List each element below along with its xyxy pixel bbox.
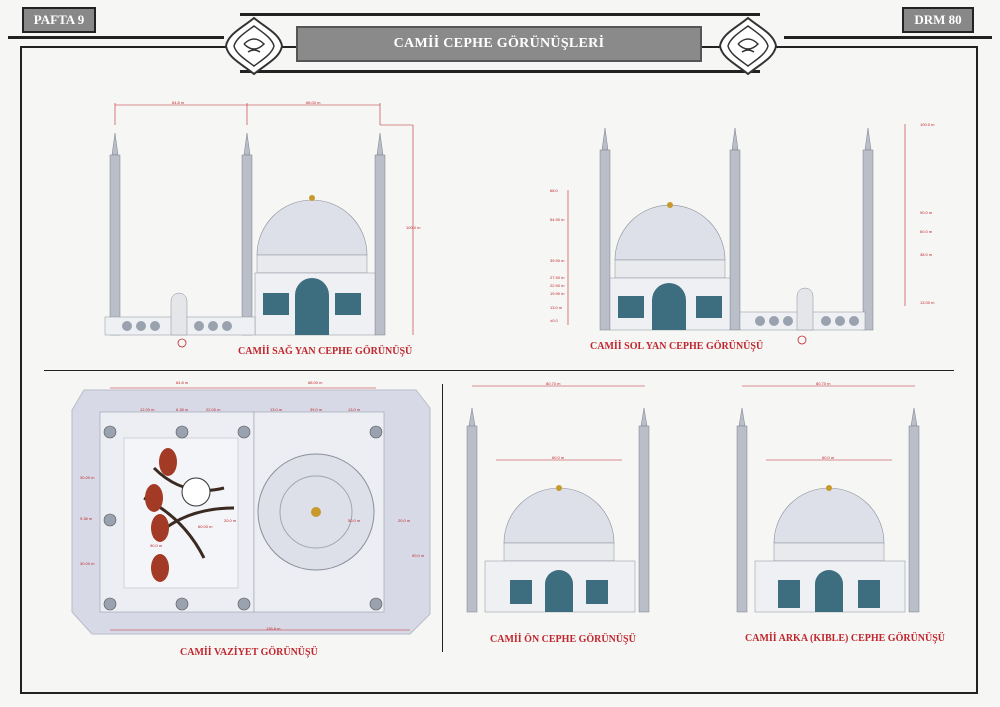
back-caption: CAMİİ ARKA (KIBLE) CEPHE GÖRÜNÜŞÜ xyxy=(745,633,946,644)
site-plan-dim-13: 90.0 m xyxy=(150,543,163,548)
front-elevation-drawing xyxy=(460,378,660,618)
site-plan-dim-15: 50.0 m xyxy=(348,518,361,523)
left-side-dim-7: 13.0 m xyxy=(550,305,563,310)
front-dim-2: 60.0 m xyxy=(552,455,565,460)
site-plan-dim-9: 30.00 m xyxy=(80,475,95,480)
site-plan-dim-6: 13.0 m xyxy=(270,407,283,412)
left-side-dim-3: 39.90 m xyxy=(550,258,565,263)
left-side-dim-13: 13.00 m xyxy=(920,300,935,305)
site-plan-dim-3: 12.00 m xyxy=(140,407,155,412)
site-plan-caption: CAMİİ VAZİYET GÖRÜNÜŞÜ xyxy=(180,647,318,658)
site-plan-dim-12: 60.00 m xyxy=(198,524,213,529)
header-rule-right xyxy=(784,36,992,39)
front-caption: CAMİİ ÖN CEPHE GÖRÜNÜŞÜ xyxy=(490,634,636,645)
left-side-dim-9: 100.0 m xyxy=(920,122,935,127)
left-side-caption: CAMİİ SOL YAN CEPHE GÖRÜNÜŞÜ xyxy=(590,341,764,352)
drawing-code: DRM 80 xyxy=(902,7,974,33)
left-side-dim-1: 68.0 xyxy=(550,188,558,193)
site-plan-dim-1: 64.8 m xyxy=(176,380,189,385)
front-dim-1: 80.70 m xyxy=(546,381,561,386)
header-rule-left xyxy=(8,36,224,39)
site-plan-dim-7: 39.0 m xyxy=(310,407,323,412)
site-plan-dim-2: 68.00 m xyxy=(308,380,323,385)
right-side-dim-2: 68.00 m xyxy=(306,100,321,105)
site-plan-dim-4: 6.38 m xyxy=(176,407,189,412)
title-rule-bottom xyxy=(240,70,760,73)
site-plan-dim-17: 90.0 m xyxy=(412,553,425,558)
site-plan-dim-16: 20.0 m xyxy=(398,518,411,523)
left-side-dim-2: 54.90 m xyxy=(550,217,565,222)
sheet-title: CAMİİ CEPHE GÖRÜNÜŞLERİ xyxy=(296,26,702,62)
calligraphy-ornament-right-icon xyxy=(716,14,780,78)
back-dim-1: 80.70 m xyxy=(816,381,831,386)
title-rule-top xyxy=(240,13,760,16)
left-side-dim-5: 22.90 m xyxy=(550,283,565,288)
left-side-elevation-drawing xyxy=(540,110,933,350)
site-plan-drawing xyxy=(64,378,436,646)
left-side-dim-12: 38.0 m xyxy=(920,252,933,257)
right-side-elevation-drawing xyxy=(95,95,435,345)
vertical-divider xyxy=(442,384,443,652)
sheet-label: PAFTA 9 xyxy=(22,7,96,33)
back-elevation-drawing xyxy=(730,378,930,618)
calligraphy-ornament-left-icon xyxy=(222,14,286,78)
site-plan-dim-14: 20.0 m xyxy=(224,518,237,523)
right-side-caption: CAMİİ SAĞ YAN CEPHE GÖRÜNÜŞÜ xyxy=(238,346,413,357)
site-plan-dim-8: 13.0 m xyxy=(348,407,361,412)
back-dim-2: 60.0 m xyxy=(822,455,835,460)
left-side-dim-10: 90.0 m xyxy=(920,210,933,215)
left-side-dim-11: 60.0 m xyxy=(920,229,933,234)
left-side-dim-4: 27.90 m xyxy=(550,275,565,280)
horizontal-divider xyxy=(44,370,954,371)
right-side-dim-1: 64.8 m xyxy=(172,100,185,105)
left-side-dim-8: ±0.0 xyxy=(550,318,558,323)
site-plan-dim-18: 136.8 m xyxy=(266,626,281,631)
site-plan-dim-5: 22.00 m xyxy=(206,407,221,412)
right-side-dim-3: 100.0 m xyxy=(406,225,421,230)
left-side-dim-6: 19.90 m xyxy=(550,291,565,296)
site-plan-dim-10: 9.38 m xyxy=(80,516,93,521)
site-plan-dim-11: 30.00 m xyxy=(80,561,95,566)
